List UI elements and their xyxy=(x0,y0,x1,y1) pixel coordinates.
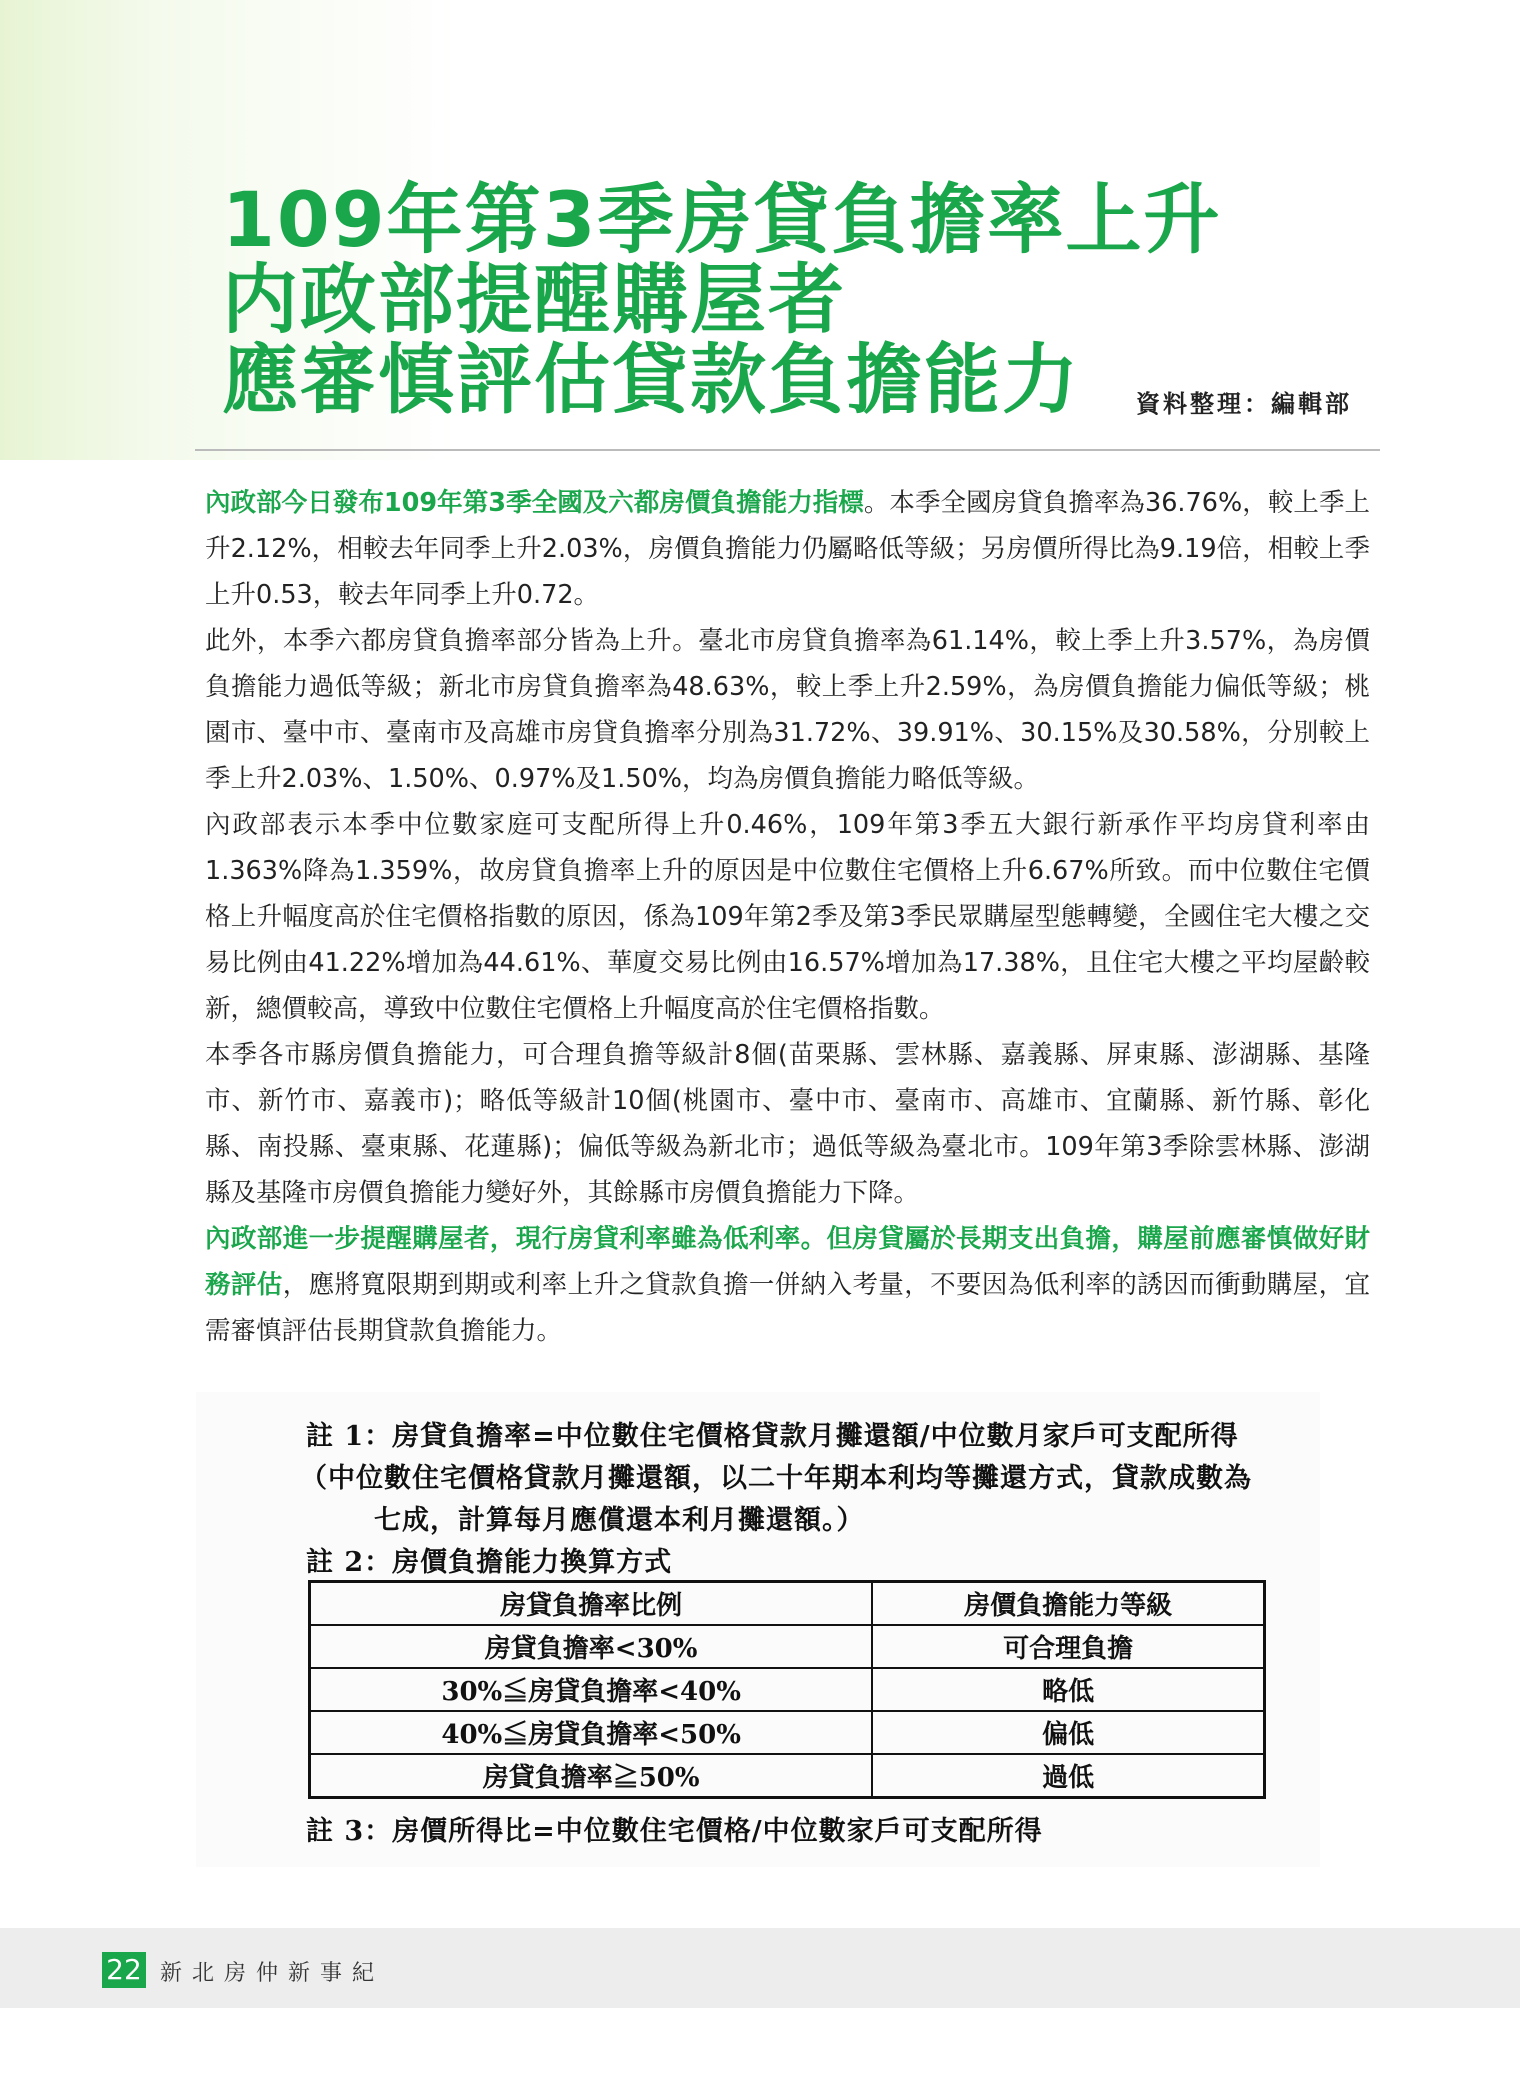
note-1: 註 1：房貸負擔率=中位數住宅價格貸款月攤還額/中位數月家戶可支配所得 xyxy=(306,1421,1239,1452)
table-cell-level: 略低 xyxy=(872,1668,1264,1711)
table-cell-level: 過低 xyxy=(872,1754,1264,1798)
paragraph-5-text: ，應將寬限期到期或利率上升之貸款負擔一併納入考量，不要因為低利率的誘因而衝動購屋，宜需審慎評估長期貸款負擔能力。 xyxy=(205,1270,1370,1346)
note-3: 註 3：房價所得比=中位數住宅價格/中位數家戶可支配所得 xyxy=(306,1816,1043,1847)
paragraph-1 xyxy=(205,480,1370,618)
table-cell-level: 偏低 xyxy=(872,1711,1264,1754)
paragraph-5 xyxy=(205,1216,1370,1354)
table-row xyxy=(310,1625,1265,1668)
affordability-table xyxy=(308,1580,1266,1799)
title-divider xyxy=(195,449,1380,451)
paragraph-3: 內政部表示本季中位數家庭可支配所得上升0.46%，109年第3季五大銀行新承作平均房貸利率由1.363%降為1.359%，故房貸負擔率上升的原因是中位數住宅價格上升6.67%所致。而中位數住宅價格上升幅度高於住宅價格指數的原因，係為109年第2季及第3季民眾購屋型態轉變，全國住宅大樓之交易比例由41.22%增加為44.61%、華廈交易比例由16.57%增加為17.38%，且住宅大樓之平均屋齡較新，總價較高，導致中位數住宅價格上升幅度高於住宅價格指數。 xyxy=(205,810,1370,1024)
paragraph-1-highlight: 內政部今日發布109年第3季全國及六都房價負擔能力指標 xyxy=(205,488,864,518)
table-header-ratio: 房貸負擔率比例 xyxy=(310,1582,873,1626)
paragraph-5-highlight: 內政部進一步提醒購屋者，現行房貸利率雖為低利率。但房貸屬於長期支出負擔，購屋前應審慎做好財務評估 xyxy=(205,1224,1370,1300)
notes-box xyxy=(196,1392,1320,1867)
byline: 資料整理：編輯部 xyxy=(1136,390,1352,418)
title-line-1: 109年第3季房貸負擔率上升 xyxy=(222,175,1222,264)
note-1-detail-b: 七成，計算每月應償還本利月攤還額。） xyxy=(374,1505,865,1536)
page-number: 22 xyxy=(102,1952,146,1988)
table-cell-ratio: 房貸負擔率≧50% xyxy=(310,1754,873,1798)
title-line-2: 内政部提醒購屋者 xyxy=(222,255,846,344)
table-cell-ratio: 40%≦房貸負擔率<50% xyxy=(310,1711,873,1754)
table-cell-ratio: 30%≦房貸負擔率<40% xyxy=(310,1668,873,1711)
table-header-level: 房價負擔能力等級 xyxy=(872,1582,1264,1626)
note-2: 註 2：房價負擔能力換算方式 xyxy=(306,1547,673,1578)
table-row xyxy=(310,1754,1265,1798)
paragraph-1-text: 。本季全國房貸負擔率為36.76%，較上季上升2.12%，相較去年同季上升2.03%，房價負擔能力仍屬略低等級；另房價所得比為9.19倍，相較上季上升0.53，較去年同季上升0.72。 xyxy=(205,488,1370,610)
table-header-row xyxy=(310,1582,1265,1626)
table-cell-ratio: 房貸負擔率<30% xyxy=(310,1625,873,1668)
magazine-name: 新北房仲新事紀 xyxy=(160,1961,385,1986)
title-line-3: 應審慎評估貸款負擔能力 xyxy=(222,335,1080,424)
note-1-detail-a: （中位數住宅價格貸款月攤還額，以二十年期本利均等攤還方式，貸款成數為 xyxy=(300,1463,1252,1494)
article-body xyxy=(205,480,1370,1354)
table-row xyxy=(310,1668,1265,1711)
paragraph-2: 此外，本季六都房貸負擔率部分皆為上升。臺北市房貸負擔率為61.14%，較上季上升3.57%，為房價負擔能力過低等級；新北市房貸負擔率為48.63%，較上季上升2.59%，為房價負擔能力偏低等級；桃園市、臺中市、臺南市及高雄市房貸負擔率分別為31.72%、39.91%、30.15%及30.58%，分別較上季上升2.03%、1.50%、0.97%及1.50%，均為房價負擔能力略低等級。 xyxy=(205,626,1370,794)
table-row xyxy=(310,1711,1265,1754)
paragraph-4: 本季各市縣房價負擔能力，可合理負擔等級計8個(苗栗縣、雲林縣、嘉義縣、屏東縣、澎湖縣、基隆市、新竹市、嘉義市)；略低等級計10個(桃園市、臺中市、臺南市、高雄市、宜蘭縣、新竹縣、彰化縣、南投縣、臺東縣、花蓮縣)；偏低等級為新北市；過低等級為臺北市。109年第3季除雲林縣、澎湖縣及基隆市房價負擔能力變好外，其餘縣市房價負擔能力下降。 xyxy=(205,1040,1370,1208)
table-cell-level: 可合理負擔 xyxy=(872,1625,1264,1668)
